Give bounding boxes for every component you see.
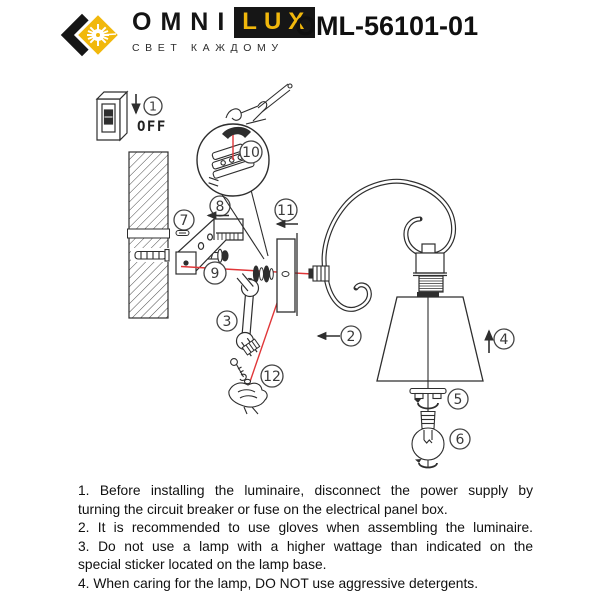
callout-9-label: 9 <box>210 265 220 282</box>
callout-5-label: 5 <box>453 391 463 408</box>
model-number: OML-56101-01 <box>295 11 479 41</box>
callout-10-label: 10 <box>242 144 260 161</box>
callout-6-label: 6 <box>455 431 465 448</box>
wall-section <box>128 152 170 318</box>
instruction-line: 1. Before installing the luminaire, disconnect the power supply by <box>78 483 533 498</box>
instruction-line: turning the circuit breaker or fuse on the electrical panel box. <box>78 501 448 517</box>
callout-11-label: 11 <box>277 202 295 219</box>
backplate <box>277 233 297 316</box>
instruction-line: 4. When caring for the lamp, DO NOT use aggressive detergents. <box>78 575 479 591</box>
hand-with-screw <box>229 359 267 414</box>
lampshade <box>377 297 483 381</box>
instruction-line: special sticker located on the lamp base. <box>78 557 327 573</box>
wall-plug-icon <box>176 231 189 236</box>
callout-8-label: 8 <box>215 198 225 215</box>
instruction-line: 3. Do not use a lamp with a higher wattage than indicated on the <box>78 538 533 554</box>
instruction-line: 2. It is recommended to use gloves when assembling the luminaire. <box>78 520 533 536</box>
callout-2-label: 2 <box>346 328 356 345</box>
instructions-block <box>78 482 533 594</box>
wires-sketch <box>226 84 292 124</box>
shade-fitter-cap <box>417 292 439 298</box>
callout-3-label: 3 <box>222 313 232 330</box>
brand-tagline: СВЕТ КАЖДОМУ <box>132 42 284 54</box>
callout-12-label: 12 <box>263 368 281 385</box>
brand-secondary: LUX <box>234 7 315 38</box>
bulb-icon <box>412 412 444 468</box>
wall-anchor <box>135 250 169 262</box>
callout-1-label: 1 <box>149 98 157 114</box>
electrical-panel-icon <box>97 92 127 140</box>
callout-7-label: 7 <box>179 212 189 229</box>
callout-4-label: 4 <box>499 331 509 348</box>
off-label: OFF <box>137 119 167 135</box>
arm-ferrule <box>309 266 329 281</box>
brand-primary: OMNI <box>132 7 234 36</box>
